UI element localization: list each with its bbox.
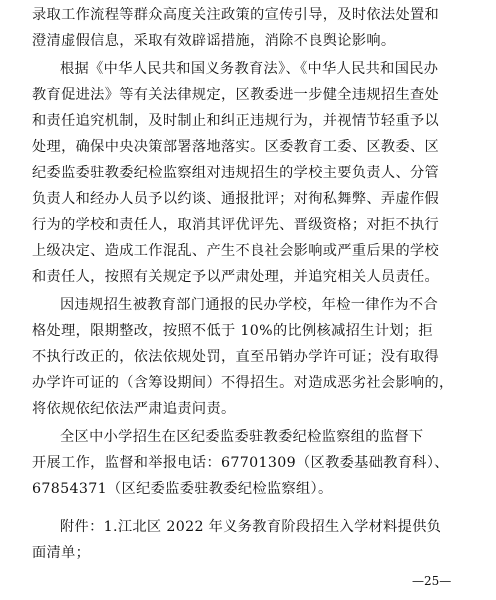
text-line: 办学许可证的（含筹设期间）不得招生。对造成恶劣社会影响的， bbox=[32, 375, 454, 391]
attachment-line: 面清单； bbox=[32, 545, 91, 561]
text-line: 纪委监委驻教委纪检监察组对违规招生的学校主要负责人、分管 bbox=[32, 165, 440, 181]
text-line: 录取工作流程等群众高度关注政策的宣传引导，及时依法处置和 bbox=[32, 7, 440, 23]
text-line: 处理，确保中央决策部署落地落实。区委教育工委、区教委、区 bbox=[32, 139, 440, 155]
text-line: 教育促进法》等有关法律规定，区教委进一步健全违规招生查处 bbox=[32, 87, 440, 103]
text-line: 将依规依纪依法严肃追责问责。 bbox=[32, 401, 236, 417]
text-line: 澄清虚假信息，采取有效辟谣措施，消除不良舆论影响。 bbox=[32, 33, 396, 49]
text-line: 负责人和经办人员予以约谈、通报批评；对徇私舞弊、弄虚作假 bbox=[32, 191, 440, 207]
text-line: 格处理，限期整改，按照不低于 10%的比例核减招生计划；拒 bbox=[32, 323, 433, 339]
attachment-line: 附件：1.江北区 2022 年义务教育阶段招生入学材料提供负 bbox=[60, 519, 442, 535]
text-line: 67854371（区纪委监委驻教委纪检监察组）。 bbox=[32, 481, 333, 497]
text-line: 不执行改正的，依法依规处罚，直至吊销办学许可证；没有取得 bbox=[32, 349, 440, 365]
text-line: 行为的学校和责任人，取消其评优评先、晋级资格；对拒不执行 bbox=[32, 217, 440, 233]
page-number: —25— bbox=[412, 574, 452, 588]
text-line: 和责任人，按照有关规定予以严肃处理，并追究相关人员责任。 bbox=[32, 269, 440, 285]
text-line: 和责任追究机制，及时制止和纠正违规行为，并视情节轻重予以 bbox=[32, 113, 440, 129]
text-line: 开展工作，监督和举报电话：67701309（区教委基础教育科）、 bbox=[32, 455, 449, 471]
paragraph-start-line: 因违规招生被教育部门通报的民办学校，年检一律作为不合 bbox=[60, 297, 438, 313]
text-line: 上级决定、造成工作混乱、产生不良社会影响或严重后果的学校 bbox=[32, 243, 440, 259]
paragraph-start-line: 全区中小学招生在区纪委监委驻教委纪检监察组的监督下 bbox=[60, 429, 424, 445]
paragraph-start-line: 根据《中华人民共和国义务教育法》、《中华人民共和国民办 bbox=[60, 61, 439, 77]
